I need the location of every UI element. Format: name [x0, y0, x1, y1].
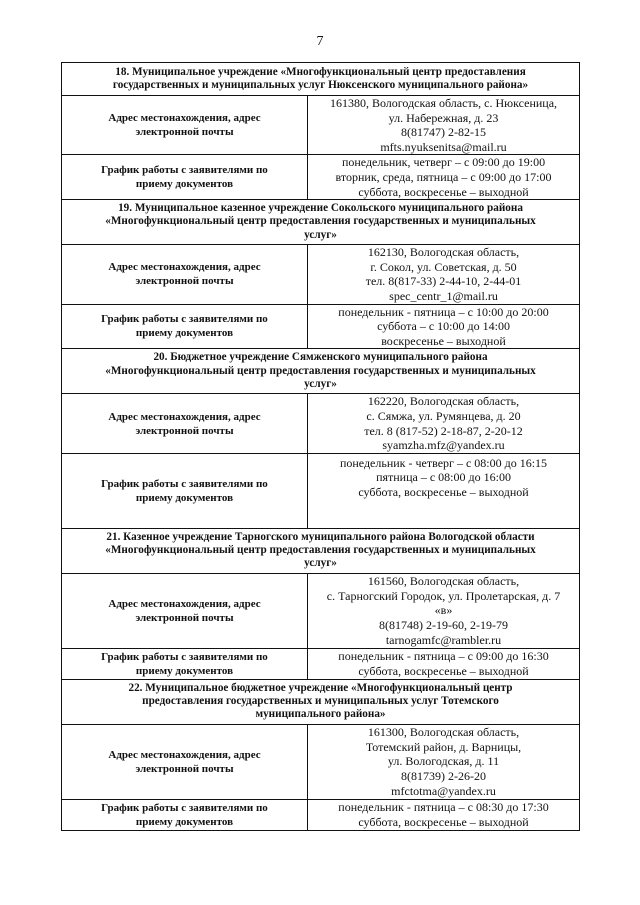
section-title: 21. Казенное учреждение Тарногского муниципального района Вологодской области «Многофункциональный центр предоставления государственных и муниципальных услуг» — [62, 528, 580, 573]
section-21-schedule-row — [62, 648, 580, 679]
section-22-address-row — [62, 724, 580, 799]
section-20-schedule-row — [62, 453, 580, 528]
section-title: 22. Муниципальное бюджетное учреждение «Многофункциональный центр предоставления государственных и муниципальных услуг Тотемского муниципального района» — [62, 679, 580, 724]
schedule-label: График работы с заявителями по приему документов — [62, 648, 308, 679]
section-22-schedule-row — [62, 799, 580, 830]
schedule-value: понедельник - пятница – с 09:00 до 16:30 суббота, воскресенье – выходной — [308, 648, 580, 679]
schedule-value: понедельник, четверг – с 09:00 до 19:00 вторник, среда, пятница – с 09:00 до 17:00 суббота, воскресенье – выходной — [308, 155, 580, 200]
schedule-label: График работы с заявителями по приему документов — [62, 453, 308, 528]
schedule-label: График работы с заявителями по приему документов — [62, 304, 308, 349]
section-20-header — [62, 349, 580, 394]
address-label: Адрес местонахождения, адрес электронной почты — [62, 245, 308, 304]
schedule-label: График работы с заявителями по приему документов — [62, 155, 308, 200]
schedule-label: График работы с заявителями по приему документов — [62, 799, 308, 830]
section-21-header — [62, 528, 580, 573]
mfc-directory-table — [61, 62, 580, 831]
address-value: 161300, Вологодская область, Тотемский район, д. Варницы, ул. Вологодская, д. 11 8(81739) 2-26-20 mfctotma@yandex.ru — [308, 724, 580, 799]
section-22-header — [62, 679, 580, 724]
section-18-header — [62, 63, 580, 96]
address-value: 161380, Вологодская область, с. Нюксеница, ул. Набережная, д. 23 8(81747) 2-82-15 mfts.nyuksenitsa@mail.ru — [308, 96, 580, 155]
schedule-value: понедельник - пятница – с 10:00 до 20:00 суббота – с 10:00 до 14:00 воскресенье – выходной — [308, 304, 580, 349]
schedule-value: понедельник - пятница – с 08:30 до 17:30 суббота, воскресенье – выходной — [308, 799, 580, 830]
section-title: 19. Муниципальное казенное учреждение Сокольского муниципального района «Многофункциональный центр предоставления государственных и муниципальных услуг» — [62, 200, 580, 245]
schedule-value: понедельник - четверг – с 08:00 до 16:15 пятница – с 08:00 до 16:00 суббота, воскресенье – выходной — [308, 453, 580, 528]
section-19-schedule-row — [62, 304, 580, 349]
address-label: Адрес местонахождения, адрес электронной почты — [62, 573, 308, 648]
section-title: 20. Бюджетное учреждение Сямженского муниципального района «Многофункциональный центр предоставления государственных и муниципальных услуг» — [62, 349, 580, 394]
section-21-address-row — [62, 573, 580, 648]
section-18-schedule-row — [62, 155, 580, 200]
address-label: Адрес местонахождения, адрес электронной почты — [62, 96, 308, 155]
address-label: Адрес местонахождения, адрес электронной почты — [62, 394, 308, 453]
page-number: 7 — [316, 34, 324, 49]
section-title: 18. Муниципальное учреждение «Многофункциональный центр предоставления государственных и муниципальных услуг Нюксенского муниципального района» — [62, 63, 580, 96]
address-label: Адрес местонахождения, адрес электронной почты — [62, 724, 308, 799]
section-19-address-row — [62, 245, 580, 304]
section-20-address-row — [62, 394, 580, 453]
section-19-header — [62, 200, 580, 245]
section-18-address-row — [62, 96, 580, 155]
address-value: 162220, Вологодская область, с. Сямжа, ул. Румянцева, д. 20 тел. 8 (817-52) 2-18-87, 2-20-12 syamzha.mfz@yandex.ru — [308, 394, 580, 453]
address-value: 162130, Вологодская область, г. Сокол, ул. Советская, д. 50 тел. 8(817-33) 2-44-10, 2-44-01 spec_centr_1@mail.ru — [308, 245, 580, 304]
address-value: 161560, Вологодская область, с. Тарногский Городок, ул. Пролетарская, д. 7 «в» 8(81748) 2-19-60, 2-19-79 tarnogamfc@rambler.ru — [308, 573, 580, 648]
